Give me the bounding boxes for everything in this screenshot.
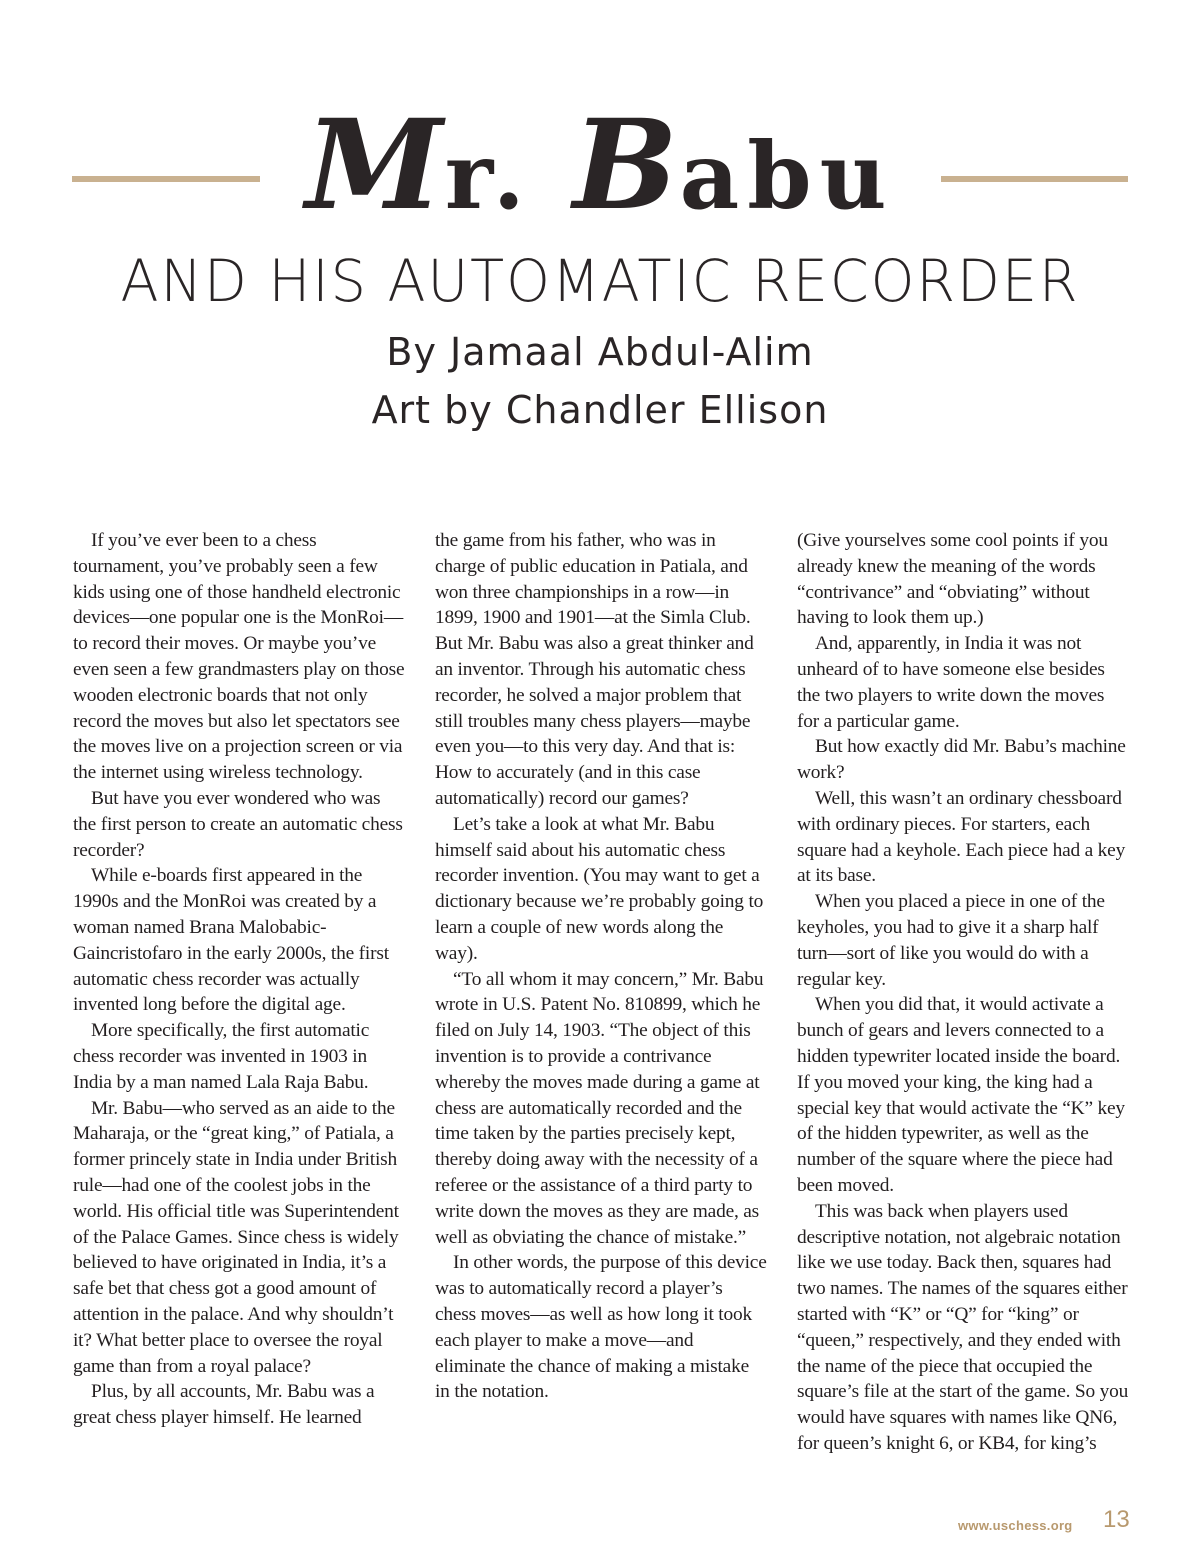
article-column-2 <box>435 528 767 1405</box>
paragraph: More specifically, the first automatic chess recorder was invented in 1903 in India by a man named Lala Raja Babu. <box>73 1020 370 1093</box>
title-rest-abu: abu <box>679 122 895 230</box>
paragraph: But have you ever wondered who was the first person to create an automatic chess recorder? <box>73 787 403 861</box>
paragraph: While e-boards first appeared in the 1990s and the MonRoi was created by a woman named Brana Malobabic-Gaincristofaro in the early 2000s, the first automatic chess recorder was actually invented long before the digital age. <box>73 865 389 1016</box>
paragraph: (Give yourselves some cool points if you already knew the meaning of the words “contrivance” and “obviating” without having to look them up.) <box>797 530 1108 629</box>
article-column-1 <box>73 528 405 1431</box>
paragraph: Plus, by all accounts, Mr. Babu was a great chess player himself. He learned <box>73 1381 375 1429</box>
paragraph: But how exactly did Mr. Babu’s machine work? <box>797 736 1126 784</box>
author-byline: By Jamaal Abdul-Alim <box>386 330 814 374</box>
page-title <box>270 93 930 238</box>
title-rule-right <box>941 176 1128 182</box>
art-credit: Art by Chandler Ellison <box>371 388 829 432</box>
paragraph: Well, this wasn’t an ordinary chessboard with ordinary pieces. For starters, each square had a keyhole. Each piece had a key at its base. <box>797 787 1126 887</box>
paragraph: When you placed a piece in one of the keyholes, you had to give it a sharp half turn—sort of like you would do with a regular key. <box>797 891 1105 990</box>
paragraph: Mr. Babu—who served as an aide to the Maharaja, or the “great king,” of Patiala, a former princely state in India under British rule—had one of the coolest jobs in the world. His official title was Superintendent of the Palace Games. Since chess is widely believed to have originated in India, it’s a safe bet that chess got a good amount of attention in the palace. And why shouldn’t it? What better place to oversee the royal game than from a royal palace? <box>73 1097 399 1377</box>
title-rest-r: r. <box>444 122 533 230</box>
paragraph: If you’ve ever been to a chess tournament, you’ve probably seen a few kids using one of those handheld electronic devices—one popular one is the MonRoi—to record their moves. Or maybe you’ve even seen a few grandmasters play on those wooden electronic boards that not only record the moves but also let spectators see the moves live on a projection screen or via the internet using wireless technology. <box>73 530 405 784</box>
subtitle: AND HIS AUTOMATIC RECORDER <box>120 247 1080 315</box>
title-row <box>0 93 1200 238</box>
title-cap-b: B <box>572 93 680 238</box>
footer-url[interactable]: www.uschess.org <box>958 1518 1073 1533</box>
article-column-3 <box>797 528 1129 1457</box>
title-rule-left <box>72 176 260 182</box>
paragraph: When you did that, it would activate a bunch of gears and levers connected to a hidden typewriter located inside the board. If you moved your king, the king had a special key that would activate the “K” key of the hidden typewriter, as well as the number of the square where the piece had been moved. <box>797 994 1125 1196</box>
title-cap-m: M <box>305 93 445 238</box>
paragraph: And, apparently, in India it was not unheard of to have someone else besides the two players to write down the moves for a particular game. <box>797 633 1105 732</box>
page-number: 13 <box>1103 1506 1130 1533</box>
paragraph: In other words, the purpose of this device was to automatically record a player’s chess moves—as well as how long it took each player to make a move—and eliminate the chance of making a mistake in the notation. <box>435 1252 767 1403</box>
paragraph: Let’s take a look at what Mr. Babu himself said about his automatic chess recorder invention. (You may want to get a dictionary because we’re probably going to learn a couple of new words along the way). <box>435 813 764 964</box>
paragraph: the game from his father, who was in charge of public education in Patiala, and won three championships in a row—in 1899, 1900 and 1901—at the Simla Club. But Mr. Babu was also a great thinker and an inventor. Through his automatic chess recorder, he solved a major problem that still troubles many chess players—maybe even you—to this very day. And that is: How to accurately (and in this case automatically) record our games? <box>435 530 754 809</box>
paragraph: “To all whom it may concern,” Mr. Babu wrote in U.S. Patent No. 810899, which he filed on July 14, 1903. “The object of this invention is to provide a contrivance whereby the moves made during a game at chess are automatically recorded and the time taken by the parties precisely kept, thereby doing away with the necessity of a referee or the assistance of a third party to write down the moves as they are made, as well as obviating the chance of mistake.” <box>435 968 764 1248</box>
paragraph: This was back when players used descriptive notation, not algebraic notation like we use today. Back then, squares had two names. The names of the squares either started with “K” or “Q” for “king” or “queen,” respectively, and they ended with the name of the piece that occupied the square’s file at the start of the game. So you would have squares with names like QN6, for queen’s knight 6, or KB4, for king’s <box>797 1200 1129 1454</box>
